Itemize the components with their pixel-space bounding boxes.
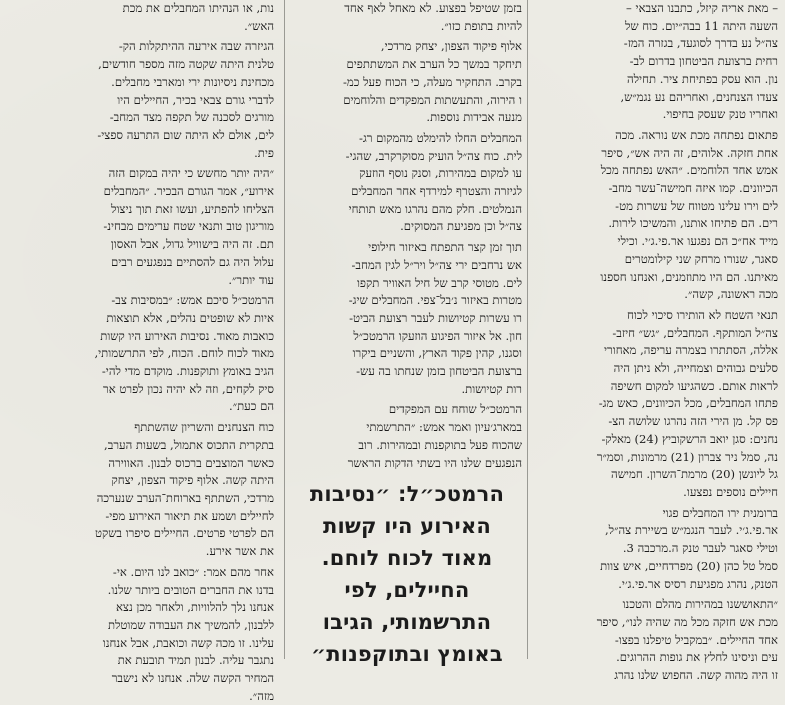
article-paragraph: אלוף פיקוד הצפון, יצחק מרדכי, תיחקר במשך כל הערב את המשתתפים בקרב. התחקיר מעלה, כי הכוח פעל כמ- ו הירוה, והתעשתות המפקדים והלוחמים מנעה אבידות נוספות.	[342, 39, 522, 125]
article-paragraph: הגיזרה שבה אירעה ההיתקלות הק- טלנית היתה שקטה מזה מספר חודשים, מכחינת ניסיונות ירי ומארבי מחבלים. לדברי גורם צבאי בכיר, החיילים היו מורגים לסכנה של תקפה מצד המחב- לים, אולם לא היתה שום התרעה ספצי- פית.	[97, 39, 274, 160]
column-divider	[527, 0, 528, 659]
article-paragraph: תנאי השטח לא הותירו סיכוי לכוח צה״ל המותקף. המחבלים, ״גש״ חיזב- אללה, הסתתרו בצמרה עריפה, מאחורי סלעים גבוהים וצמחייה, ולא ניתן היה לראות אותם. כשהגיעו למקום חשיפה פתחו המחבלים, מכל הכיוונים, כאש מג- פס קל. מן הירי הזה נהרגו שלושה הצ- נחנים: סגן יואב הרשקוביץ (24) מאלק- נה, סמל ניר צברון (21) מרמונות, וסמ״ר גל ליונשן (20) מרמת־השרון. חמישה חיילים נוספים נפצעו.	[596, 307, 778, 499]
article-column-middle	[292, 0, 522, 666]
article-column-left	[6, 0, 274, 703]
article-paragraph: נות, או הנהיתו המחבלים את מכת האש״.	[122, 1, 274, 33]
article-paragraph: ברומנית ירו המחבלים פגוי אר.פי.ג׳י. לעבר הנגמ״ש בשיירת צה״ל, וטילי סאגר לעבר טנק ה.מרכבה 3. סמל טל כהן (20) מפרדחיים, איש צוות הטנק, נהרג מפגיעת רסיס אר.פי.ג׳י.	[600, 505, 778, 591]
middle-column-text	[292, 0, 522, 468]
article-paragraph: הרמטכ״ל שוחח עם המפקדים במארג׳עיון ואמר אמש: ״התרשמתי שהכוח פעל בתוקפנות ובמהירות. רוב הנפגעים שלנו היו בשתי הדקות הראשר	[347, 402, 522, 470]
article-paragraph: הרמטכ״ל סיכם אמש: ״במסיבות צב- איות לא שופטים נהלים, אלא תוצאות כואבות מאוד. נסיבות האירוע היו קשות מאוד לכוח לוחם. הכוח, לפי התרשמותי, הגיב באומץ ותוקפנות. מוקדם מדי להי- סיק לקחים, וזה לא יהיה נכון לפרט אר הם כעת״.	[94, 293, 274, 414]
byline-paragraph: – מאת אריה קיזל, כתבנו הצבאי – השעה היתה 11 בבה״יום. כוח של צה״ל נע בדרך לסוגעד, בגזרה המז- רחית ברצועת הביטחון בדרום לב- נון. הוא עסק בפתיחת ציר. תחילה צעדו הצנחנים, ואחריהם נע נגמ״ש, ואחריו טנק שעסק בחיפוי.	[620, 1, 778, 122]
article-column-right	[532, 0, 778, 683]
article-paragraph: אחר מהם אמר: ״כואב לנו היום. אי- בדנו את החברים הטובים ביותר שלנו. אנחנו נלך להלוויות, ולאחר מכן נצא ללבנון, להמשיך את העבודה שמוטלת עלינו. זו מכה קשה וכואבת, אבל אנחנו נתגבר עליה. לבנון תמיד תובעת את המחיר הקשה שלה. אנחנו לא נישבר מזה״.	[102, 564, 274, 703]
article-paragraph: ״התאוששנו במהירות מהלם והטכנו מכת אש חזקה מכל מה שהיה לנו״, סיפר אחד החיילים. ״במקביל טיפלנו בפצו- עים וניסינו לחלץ את גופות ההרוגים. זו היה מהוה קשה. החפוש שלנו נהרג	[596, 597, 778, 683]
column-divider	[284, 0, 285, 659]
article-paragraph: תוך זמן קצר התפתח באיזור חילופי אש נרחבים ירי צה״ל ויר״ל לגין המחב- לים. מטוסי קרב של חיל האוויר תקפו מטרות באיזור נ׳בל־צפי. המחבלים שיג- רו עשרות קטיושות לעבר רצועת הביט- חון. אל איזור הפיגוע הוזעקו הרמטכ״ל וסגנו, קהין פקוד הארץ, והשניים ביקרו ברצועת הביטחון בזמן שנחתו בה עש- רות קטיושות.	[348, 240, 522, 396]
pull-quote: הרמטכ״ל: ״נסיבות האירוע היו קשות מאוד לכוח לוחם. החיילים, לפי התרשמותי, הגיבו באומץ ובתוקפנות״	[309, 482, 505, 666]
article-paragraph: בזמן שטיפל בפצוע. לא מאחל לאף אחד להיות בתופת כזו״.	[344, 1, 522, 33]
article-paragraph: פתאום נפתחה מכת אש נוראה. מכה אחת חזקה. אלוהים, זה היה אש״, סיפר אמש אחד הלוחמים. ״האש נפתחה מכל הכיוונים. קמו איזה חמישה־עשר מחב- לים וירו עלינו מטווח של עשרות מט- רים. הם פתיחו אותנו, והמשיכו לירות. מייד אח״כ הם נפגעו אר.פי.ג׳י. וכילי סאגר, שנורו מרחק שני קילומטרים מאיתנו. הם היו מתוזמנים, ואנחנו חספנו מכה ראשונה, קשה״.	[600, 127, 778, 302]
article-paragraph: ״היה יותר מחשש כי יהיה במקום הזה אירוע״, אמר הגורם הבכיר. ״המחבלים הצליחו להפתיע, ועשו זאת תוך ניצול מוריגון טוב ותנאי שטח ערימים מבחינ- תם. זה היה בישוויל גדול, אבל האסון עלול היה גם להסתיים בנפגעים רבים עוד יותר״.	[103, 166, 274, 287]
article-paragraph: כוח הצנחנים והשריון שהשתתף בתקרית התכוס אתמול, בשעות הערב, כאשר המוצבים ברכוס לבנון. האווירה היתה קשה. אלוף פיקוד הצפון, יצחק מרדכי, השתתף בארוחת־הערב שנערכה לחיילים ושמע את תיאור האירוע מפי- הם לפרטי פרטים. החיילים סיפרו בשקט את אשר אירע.	[95, 420, 274, 559]
article-paragraph: המחבלים החלו להימלט מהמקום רג- לית. כוח צה״ל הועיק מסוקרקרב, שהגי- עו למקום במהירות, וסנק נוסף הוזעק לגיזרה והצטרף למירדף אחר המחבלים הנמלטים. חלק מהם נהרגו מאש תותחי צה״ל וכן מפגיעת המסוקים.	[345, 130, 522, 234]
